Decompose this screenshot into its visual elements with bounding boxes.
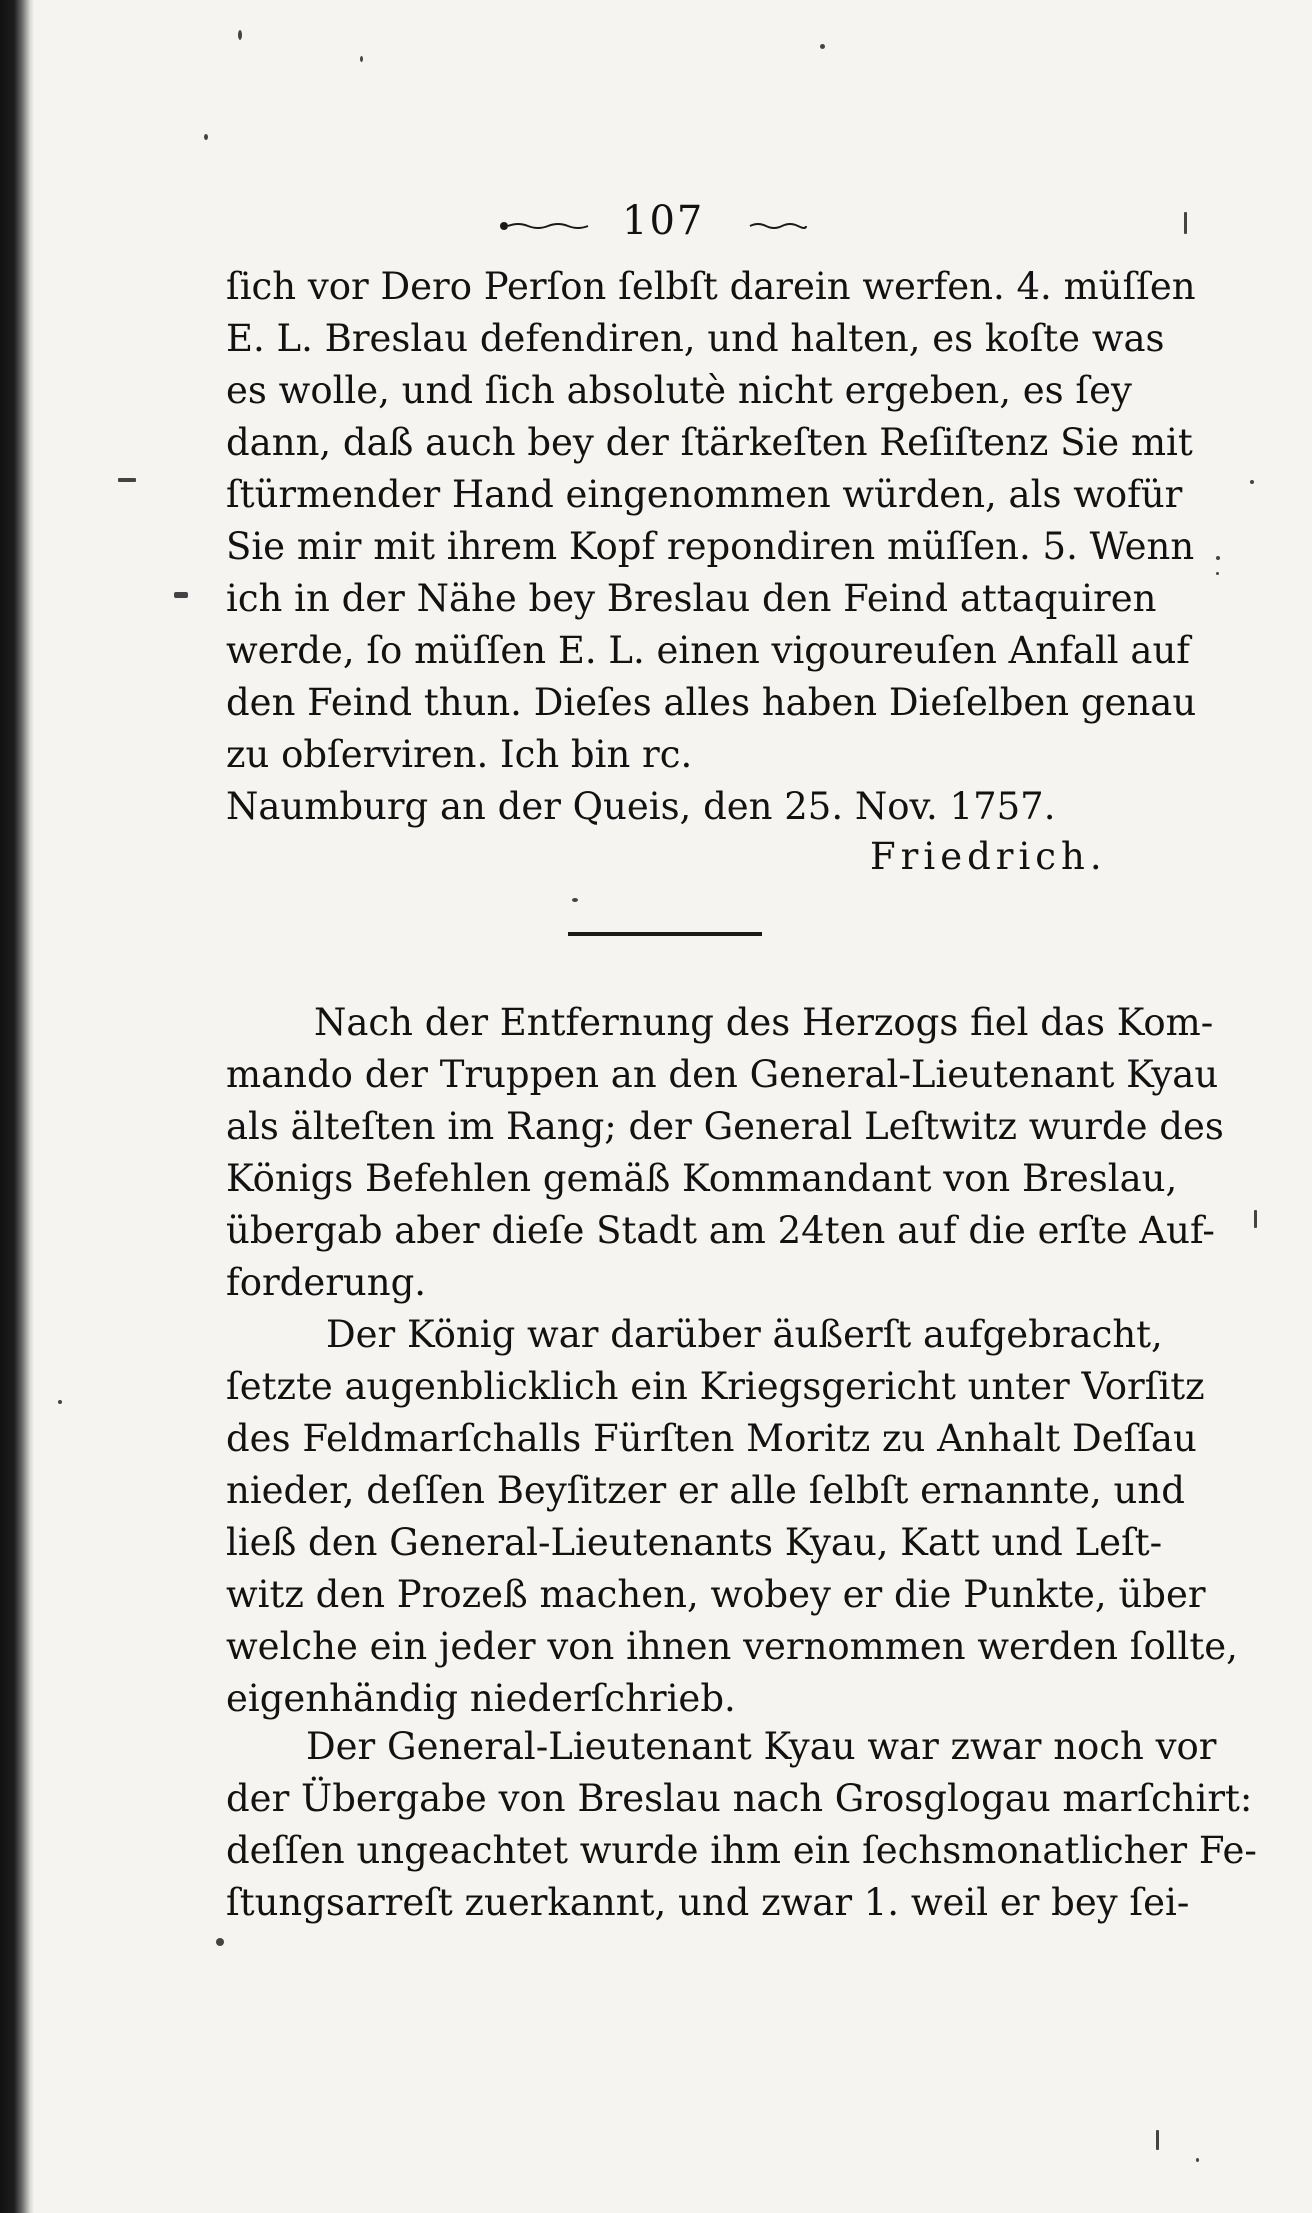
scan-speck (204, 134, 208, 140)
page-header (0, 198, 1312, 258)
text-line: ſtungsarreſt zuerkannt, und zwar 1. weil er bey ſei- (226, 1881, 1190, 1924)
text-line: werde, ſo müſſen E. L. einen vigoureuſen Anfall auf (226, 629, 1190, 672)
scan-speck (58, 1400, 62, 1404)
text-line: ließ den General-Lieutenants Kyau, Katt und Leſt- (226, 1521, 1163, 1564)
text-line: übergab aber dieſe Stadt am 24ten auf die erſte Auf- (226, 1209, 1215, 1252)
text-line: Sie mir mit ihrem Kopf repondiren müſſen. 5. Wenn (226, 525, 1195, 568)
scan-speck (1250, 480, 1254, 484)
text-line: als älteſten im Rang; der General Leſtwitz wurde des (226, 1105, 1224, 1148)
header-ornament-right (748, 222, 808, 230)
place-date-line: Naumburg an der Queis, den 25. Nov. 1757. (226, 785, 1056, 828)
scan-speck (238, 30, 242, 40)
text-line: witz den Prozeß machen, wobey er die Punkte, über (226, 1573, 1206, 1616)
text-line: der Übergabe von Breslau nach Grosglogau marſchirt: (226, 1777, 1253, 1820)
scan-speck (360, 56, 363, 62)
text-line: den Feind thun. Dieſes alles haben Dieſelben genau (226, 681, 1197, 724)
signature: Friedrich. (870, 835, 1107, 878)
scan-speck (118, 478, 136, 482)
scan-speck (572, 898, 578, 902)
text-line: Der General-Lieutenant Kyau war zwar noch vor (306, 1725, 1217, 1768)
page-binding-edge (0, 0, 34, 2213)
text-line: forderung. (226, 1261, 427, 1304)
text-line: ſetzte augenblicklich ein Kriegsgericht unter Vorſitz (226, 1365, 1205, 1408)
scan-speck (174, 592, 188, 598)
scan-speck (1216, 556, 1220, 560)
text-line: es wolle, und ſich absolutè nicht ergeben, es ſey (226, 369, 1132, 412)
scan-speck (1216, 572, 1219, 575)
page-number: 107 (622, 198, 705, 244)
text-line: mando der Truppen an den General-Lieutenant Kyau (226, 1053, 1219, 1096)
header-ornament-left (498, 222, 598, 230)
text-line: welche ein jeder von ihnen vernommen werden ſollte, (226, 1625, 1238, 1668)
text-line: ſtürmender Hand eingenommen würden, als wofür (226, 473, 1183, 516)
text-line: ich in der Nähe bey Breslau den Feind attaquiren (226, 577, 1157, 620)
text-line: des Feldmarſchalls Fürſten Moritz zu Anhalt Deſſau (226, 1417, 1197, 1460)
text-line: Königs Befehlen gemäß Kommandant von Breslau, (226, 1157, 1178, 1200)
text-line: ſich vor Dero Perſon ſelbſt darein werfen. 4. müſſen (226, 265, 1196, 308)
section-divider (568, 932, 762, 936)
text-line: deſſen ungeachtet wurde ihm ein ſechsmonatlicher Fe- (226, 1829, 1257, 1872)
text-line: nieder, deſſen Beyſitzer er alle ſelbſt ernannte, und (226, 1469, 1185, 1512)
scan-speck (216, 1938, 224, 1946)
text-line: Nach der Entfernung des Herzogs fiel das Kom- (314, 1001, 1214, 1044)
text-line: dann, daß auch bey der ſtärkeſten Reſiſtenz Sie mit (226, 421, 1193, 464)
text-line: zu obſerviren. Ich bin rc. (226, 733, 693, 776)
text-line: Der König war darüber äußerſt aufgebracht, (326, 1313, 1163, 1356)
text-line: E. L. Breslau defendiren, und halten, es koſte was (226, 317, 1165, 360)
scan-speck (1254, 1210, 1257, 1228)
scan-speck (1156, 2130, 1159, 2150)
text-line: eigenhändig niederſchrieb. (226, 1677, 736, 1720)
scan-speck (1196, 2158, 1199, 2162)
scan-speck (820, 44, 825, 49)
